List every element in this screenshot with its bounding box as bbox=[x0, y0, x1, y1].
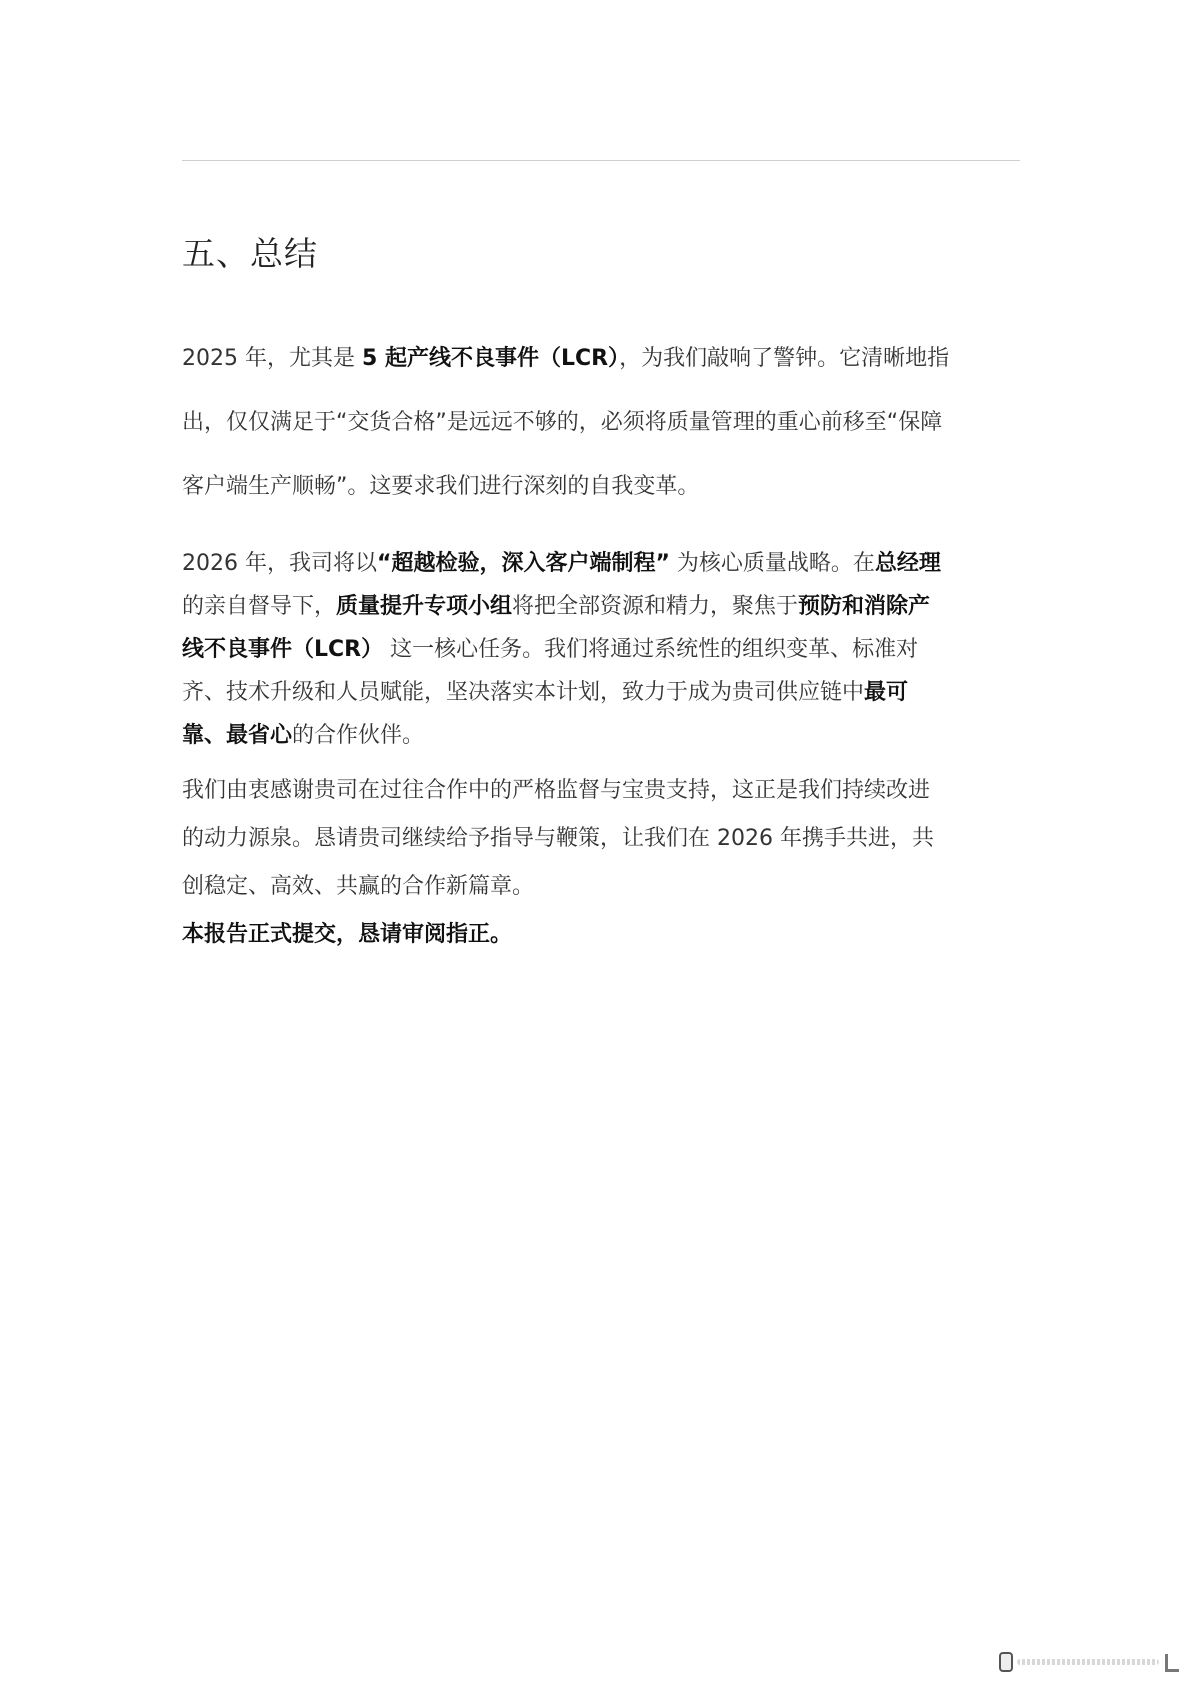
emphasis-text: 线不良事件（LCR） bbox=[182, 637, 384, 662]
text-line: 靠、最省心的合作伙伴。 bbox=[182, 723, 425, 748]
text-line: 我们由衷感谢贵司在过往合作中的严格监督与宝贵支持，这正是我们持续改进 bbox=[182, 778, 931, 803]
text-line: 客户端生产顺畅”。这要求我们进行深刻的自我变革。 bbox=[182, 474, 700, 499]
emphasis-text: 最可 bbox=[864, 680, 909, 705]
thanks-paragraph bbox=[182, 767, 1014, 911]
text-line: 齐、技术升级和人员赋能，坚决落实本计划，致力于成为贵司供应链中最可 bbox=[182, 680, 909, 705]
scrollbar-thumb-icon[interactable] bbox=[999, 1652, 1013, 1672]
corner-icon bbox=[1165, 1654, 1179, 1672]
text-line: 的动力源泉。恳请贵司继续给予指导与鞭策，让我们在 2026 年携手共进，共 bbox=[182, 826, 934, 851]
text-line: 2025 年，尤其是 5 起产线不良事件（LCR），为我们敲响了警钟。它清晰地指 bbox=[182, 346, 950, 371]
summary-paragraph-2025 bbox=[182, 327, 1014, 519]
closing-statement bbox=[182, 918, 1014, 952]
header-divider bbox=[182, 160, 1020, 161]
emphasis-text: 质量提升专项小组 bbox=[336, 594, 513, 619]
text-line: 2026 年，我司将以“超越检验，深入客户端制程” 为核心质量战略。在总经理 bbox=[182, 551, 941, 576]
emphasis-text: 靠、最省心 bbox=[182, 723, 293, 748]
text-line: 的亲自督导下，质量提升专项小组将把全部资源和精力，聚焦于预防和消除产 bbox=[182, 594, 931, 619]
emphasis-text: 预防和消除产 bbox=[798, 594, 931, 619]
emphasis-text: 本报告正式提交，恳请审阅指正。 bbox=[182, 922, 513, 947]
section-heading: 五、总结 bbox=[182, 234, 318, 273]
scrollbar-track[interactable] bbox=[1017, 1659, 1159, 1665]
text-line: 创稳定、高效、共赢的合作新篇章。 bbox=[182, 874, 535, 899]
horizontal-scrollbar[interactable] bbox=[999, 1650, 1179, 1676]
text-line: 线不良事件（LCR） 这一核心任务。我们将通过系统性的组织变革、标准对 bbox=[182, 637, 919, 662]
strategy-paragraph-2026 bbox=[182, 542, 1014, 757]
text-line: 出，仅仅满足于“交货合格”是远远不够的，必须将质量管理的重心前移至“保障 bbox=[182, 410, 943, 435]
emphasis-text: 总经理 bbox=[874, 551, 941, 576]
emphasis-text: 5 起产线不良事件（LCR） bbox=[361, 346, 620, 371]
emphasis-text: “超越检验，深入客户端制程” bbox=[376, 551, 670, 576]
